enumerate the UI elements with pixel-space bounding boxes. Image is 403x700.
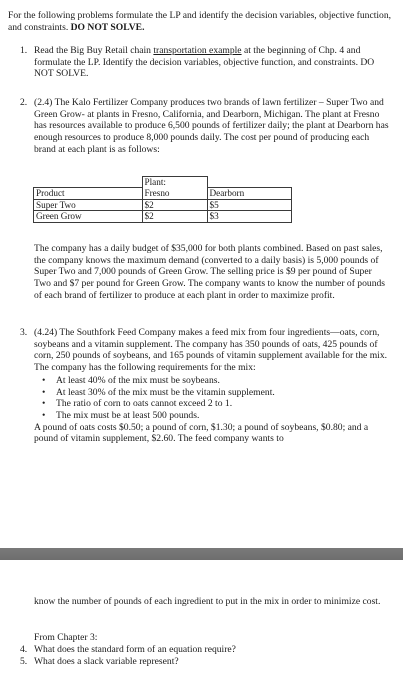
table-row [34,199,292,211]
question-3-continued [34,596,390,608]
fresno-header: Fresno [142,188,207,200]
plant-header: Plant: [142,177,207,188]
item-4-text: What does the standard form of an equation require? [34,644,236,655]
question-3-continued-text: know the number of pounds of each ingredient to put in the mix in order to minimize cost. [34,596,381,607]
table-cell-fresno: $2 [142,211,207,223]
question-2-number: 2. [20,97,28,108]
intro-text: For the following problems formulate the LP and identify the decision variables, objective function, and constraints. [8,10,392,33]
list-item: • At least 30% of the mix must be the vitamin supplement. [34,387,390,399]
question-1-post: at the beginning of Chp. 4 and formulate the LP. Identify the decision variables, objective function, and constraints. DO NOT SOLVE. [34,45,375,80]
question-3-number: 3. [20,327,28,338]
question-1-number: 1. [20,45,28,56]
question-3-text: (4.24) The Southfork Feed Company makes a feed mix from four ingredients—oats, corn, soybeans and a vitamin supplement. The company has 350 pounds of oats, 425 pounds of corn, 250 pounds of soybeans, and 165 pounds of vitamin supplement available for the mix. The company has the following requirements for the mix: [34,327,388,374]
question-3-after: A pound of oats costs $0.50; a pound of corn, $1.30; a pound of soybeans, $0.80; and a pound of vitamin supplement, $2.60. The feed company wants to [34,421,369,445]
dearborn-header: Dearborn [207,188,292,200]
question-1 [20,45,390,80]
requirements-list [34,375,390,422]
list-item: • The ratio of corn to oats cannot exceed 2 to 1. [34,398,390,410]
cost-table [33,176,292,223]
question-3 [20,327,390,445]
question-2-after [34,243,390,302]
table-cell-product: Super Two [34,199,143,211]
product-header: Product [34,188,143,200]
item-4-number: 4. [20,644,28,655]
intro-bold: DO NOT SOLVE. [70,21,145,33]
list-item: • The mix must be at least 500 pounds. [34,410,390,422]
intro-paragraph [8,10,396,33]
table-cell-product: Green Grow [34,211,143,223]
chapter-3-heading [34,632,390,644]
page-break-divider [0,548,403,560]
question-2-text: (2.4) The Kalo Fertilizer Company produces two brands of lawn fertilizer – Super Two and Green Grow- at plants in Fresno, California, and Dearborn, Michigan. The plant at Fresno has resources available to produce 6,500 pounds of fertilizer daily; the plant at Dearborn has enough resources to produce 8,000 pounds daily. The cost per pound of producing each brand at each plant is as follows: [34,97,389,155]
chapter-3-item-4 [20,644,390,656]
item-5-text: What does a slack variable represent? [34,656,179,667]
question-2-after-text: The company has a daily budget of $35,000 for both plants combined. Based on past sales, the company knows the maximum demand (converted to a daily basis) is 5,000 pounds of Super Two and 7,000 pounds of Green Grow. The selling price is $9 per pound of Super Two and $7 per pound for Green Grow. The company wants to know the number of pounds of each brand of fertilizer to produce at each plant in order to maximize profit. [34,243,386,301]
table-cell-dearborn: $3 [207,211,292,223]
chapter-3-heading-text: From Chapter 3: [34,632,98,643]
table-cell-dearborn: $5 [207,199,292,211]
item-5-number: 5. [20,656,28,667]
question-1-pre: Read the Big Buy Retail chain [34,45,154,56]
table-cell-fresno: $2 [142,199,207,211]
table-row [34,211,292,223]
question-2 [20,97,390,156]
list-item: • At least 40% of the mix must be soybeans. [34,375,390,387]
transportation-example-link[interactable]: transportation example [153,45,242,56]
chapter-3-item-5 [20,656,390,668]
